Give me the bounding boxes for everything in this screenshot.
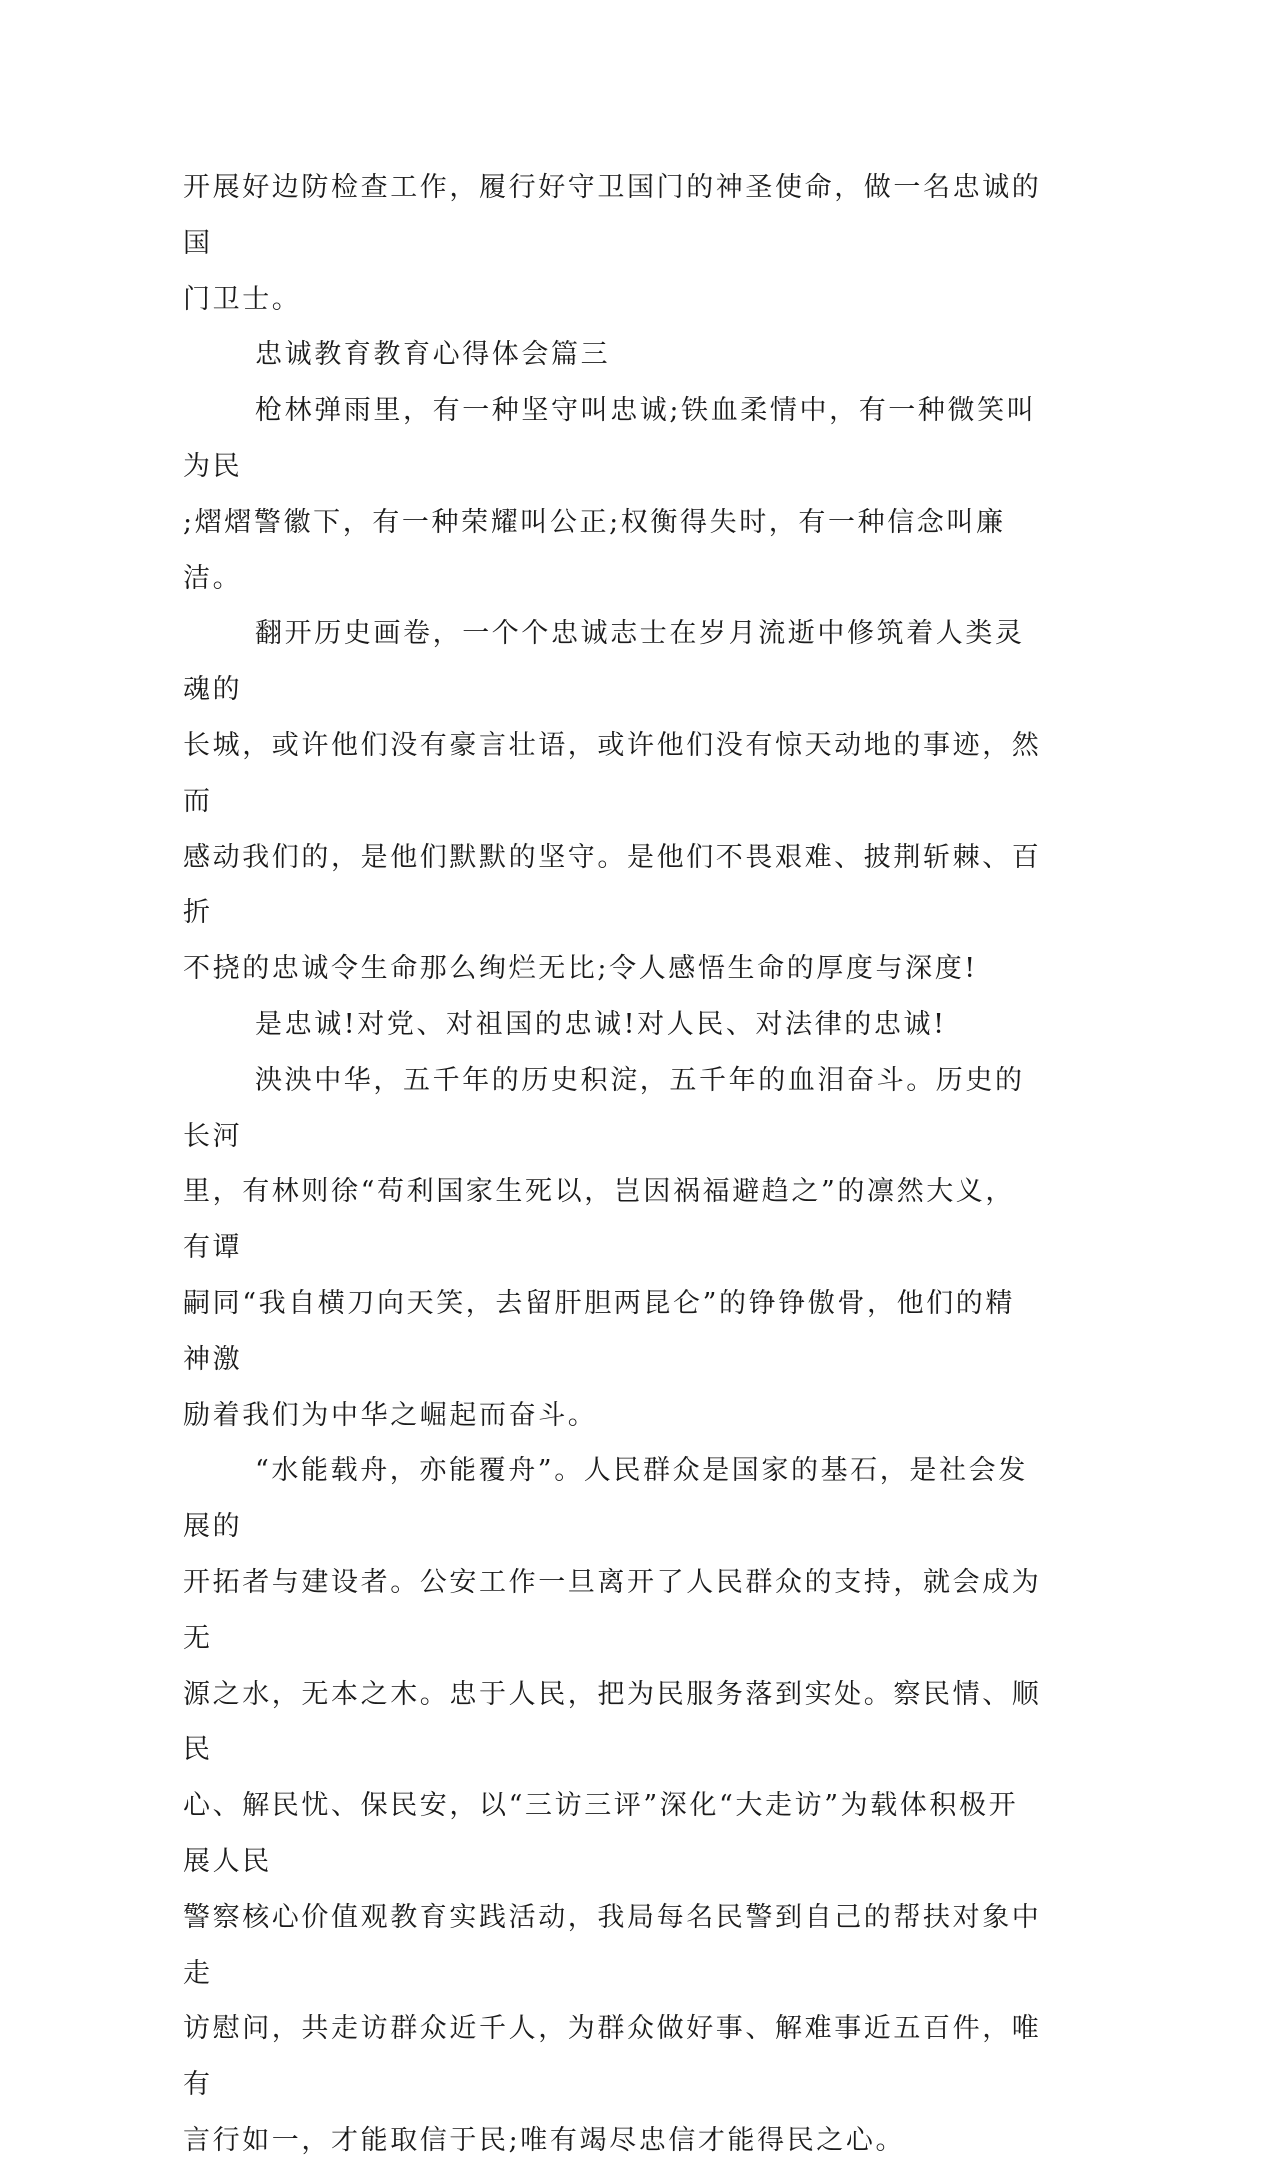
paragraph (183, 1443, 1043, 2168)
document-body (183, 160, 1043, 2169)
text-line: 嗣同“我自横刀向天笑，去留肝胆两昆仑”的铮铮傲骨，他们的精神激 (183, 1287, 1016, 1375)
section-heading (183, 327, 1043, 383)
text-line: 源之水，无本之木。忠于人民，把为民服务落到实处。察民情、顺民 (183, 1678, 1042, 1766)
text-line: ;熠熠警徽下，有一种荣耀叫公正;权衡得失时，有一种信念叫廉洁。 (183, 506, 1006, 594)
text-line: 是忠诚!对党、对祖国的忠诚!对人民、对法律的忠诚! (255, 1008, 947, 1040)
paragraph (183, 997, 1043, 1053)
text-line: 警察核心价值观教育实践活动，我局每名民警到自己的帮扶对象中走 (183, 1901, 1042, 1989)
text-line: 访慰问，共走访群众近千人，为群众做好事、解难事近五百件，唯有 (183, 2013, 1042, 2101)
text-line: 泱泱中华，五千年的历史积淀，五千年的血泪奋斗。历史的长河 (183, 1064, 1025, 1152)
text-line: 感动我们的，是他们默默的坚守。是他们不畏艰难、披荆斩棘、百折 (183, 841, 1042, 929)
text-line: 不挠的忠诚令生命那么绚烂无比;令人感悟生命的厚度与深度! (183, 953, 978, 985)
text-line: 门卫士。 (183, 283, 302, 315)
paragraph (183, 1053, 1043, 1444)
text-line: 里，有林则徐“苟利国家生死以，岂因祸福避趋之”的凛然大义，有谭 (183, 1176, 1016, 1264)
text-line: 心、解民忧、保民安，以“三访三评”深化“大走访”为载体积极开展人民 (183, 1790, 1019, 1877)
text-line: 忠诚教育教育心得体会篇三 (255, 339, 611, 371)
text-line: 枪林弹雨里，有一种坚守叫忠诚;铁血柔情中，有一种微笑叫为民 (183, 395, 1037, 482)
paragraph (183, 383, 1043, 606)
text-line: 言行如一，才能取信于民;唯有竭尽忠信才能得民之心。 (183, 2124, 906, 2156)
text-line: “水能载舟，亦能覆舟”。人民群众是国家的基石，是社会发展的 (183, 1455, 1028, 1543)
text-line: 开展好边防检查工作，履行好守卫国门的神圣使命，做一名忠诚的国 (183, 172, 1042, 259)
text-line: 长城，或许他们没有豪言壮语，或许他们没有惊天动地的事迹，然而 (183, 729, 1042, 817)
text-line: 翻开历史画卷，一个个忠诚志士在岁月流逝中修筑着人类灵魂的 (183, 618, 1025, 706)
text-line: 励着我们为中华之崛起而奋斗。 (183, 1399, 598, 1431)
paragraph (183, 606, 1043, 997)
text-line: 开拓者与建设者。公安工作一旦离开了人民群众的支持，就会成为无 (183, 1566, 1042, 1654)
paragraph (183, 160, 1043, 327)
